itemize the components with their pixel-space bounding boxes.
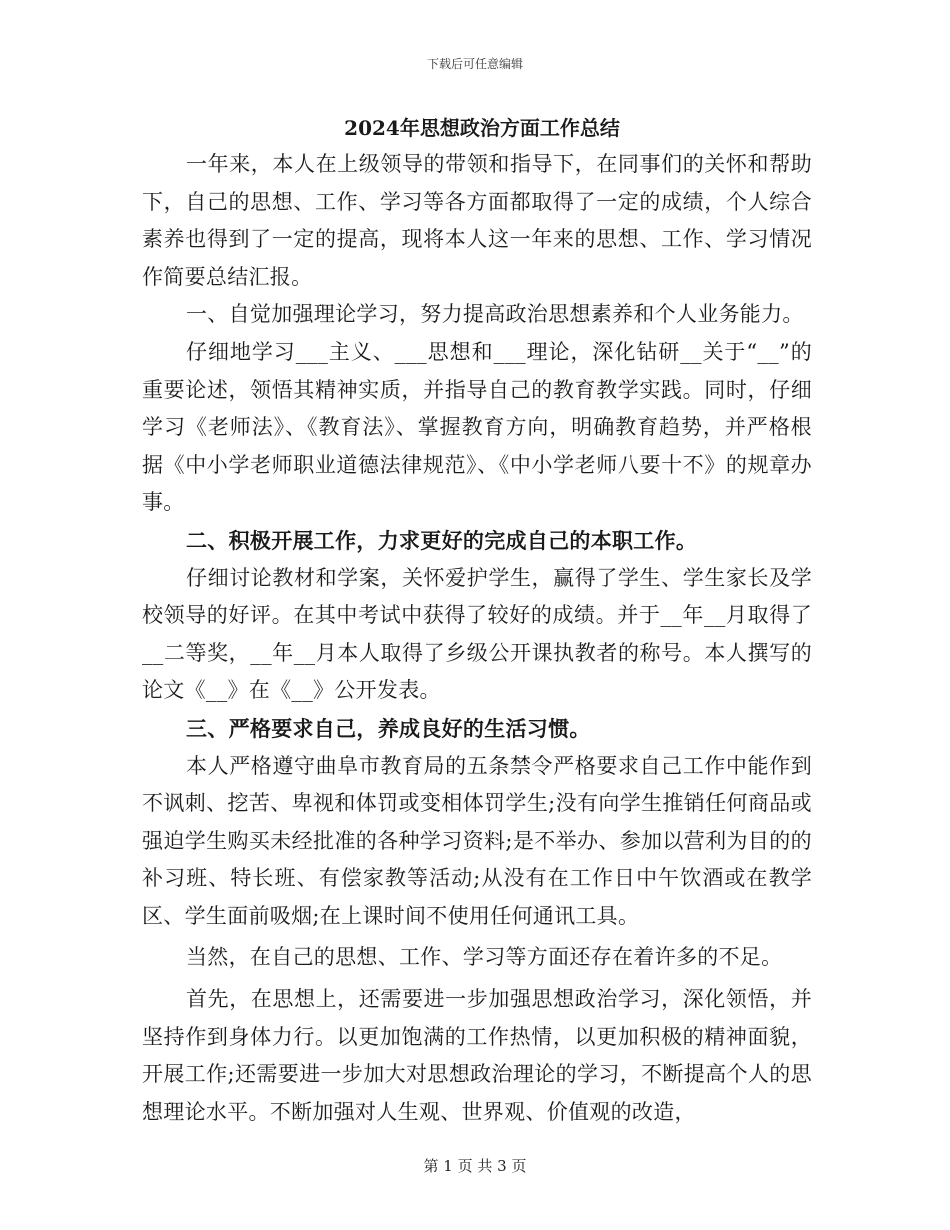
section-3-paragraph: 本人严格遵守曲阜市教育局的五条禁令严格要求自己工作中能作到不讽刺、挖苦、卑视和体罚或变相体罚学生;没有向学生推销任何商品或强迫学生购买未经批准的各种学习资料;是不举办、参加以营利为目的的补习班、特长班、有偿家教等活动;从没有在工作日中午饮酒或在教学区、学生面前吸烟;在上课时间不使用任何通讯工具。 [142, 753, 812, 928]
section-1-paragraph: 仔细地学习___主义、___思想和___理论，深化钻研__关于“__”的重要论述，领悟其精神实质，并指导自己的教育教学实践。同时，仔细学习《老师法》、《教育法》、掌握教育方向，明确教育趋势，并严格根据《中小学老师职业道德法律规范》、《中小学老师八要十不》的规章办事。 [142, 339, 812, 515]
section-3-heading: 三、严格要求自己，养成良好的生活习惯。 [186, 715, 591, 741]
intro-paragraph: 一年来，本人在上级领导的带领和指导下，在同事们的关怀和帮助下，自己的思想、工作、学习等各方面都取得了一定的成绩，个人综合素养也得到了一定的提高，现将本人这一年来的思想、工作、学习情况作简要总结汇报。 [142, 152, 812, 289]
section-2-paragraph: 仔细讨论教材和学案，关怀爱护学生，赢得了学生、学生家长及学校领导的好评。在其中考试中获得了较好的成绩。并于__年__月取得了__二等奖，__年__月本人取得了乡级公开课执教者的称号。本人撰写的论文《__》在《__》公开发表。 [142, 565, 812, 703]
section-1-heading: 一、自觉加强理论学习，努力提高政治思想素养和个人业务能力。 [186, 302, 804, 327]
shortcomings-paragraph: 当然，在自己的思想、工作、学习等方面还存在着许多的不足。 [186, 945, 783, 970]
section-2-heading: 二、积极开展工作，力求更好的完成自己的本职工作。 [186, 527, 698, 553]
download-note: 下载后可任意编辑 [426, 57, 523, 71]
document-title: 2024年思想政治方面工作总结 [344, 116, 620, 140]
improvement-paragraph: 首先，在思想上，还需要进一步加强思想政治学习，深化领悟，并坚持作到身体力行。以更加饱满的工作热情，以更加积极的精神面貌，开展工作;还需要进一步加大对思想政治理论的学习，不断提高个人的思想理论水平。不断加强对人生观、世界观、价值观的改造， [142, 987, 812, 1124]
page-number: 第 1 页 共 3 页 [423, 1157, 527, 1175]
document-body [142, 112, 812, 1131]
